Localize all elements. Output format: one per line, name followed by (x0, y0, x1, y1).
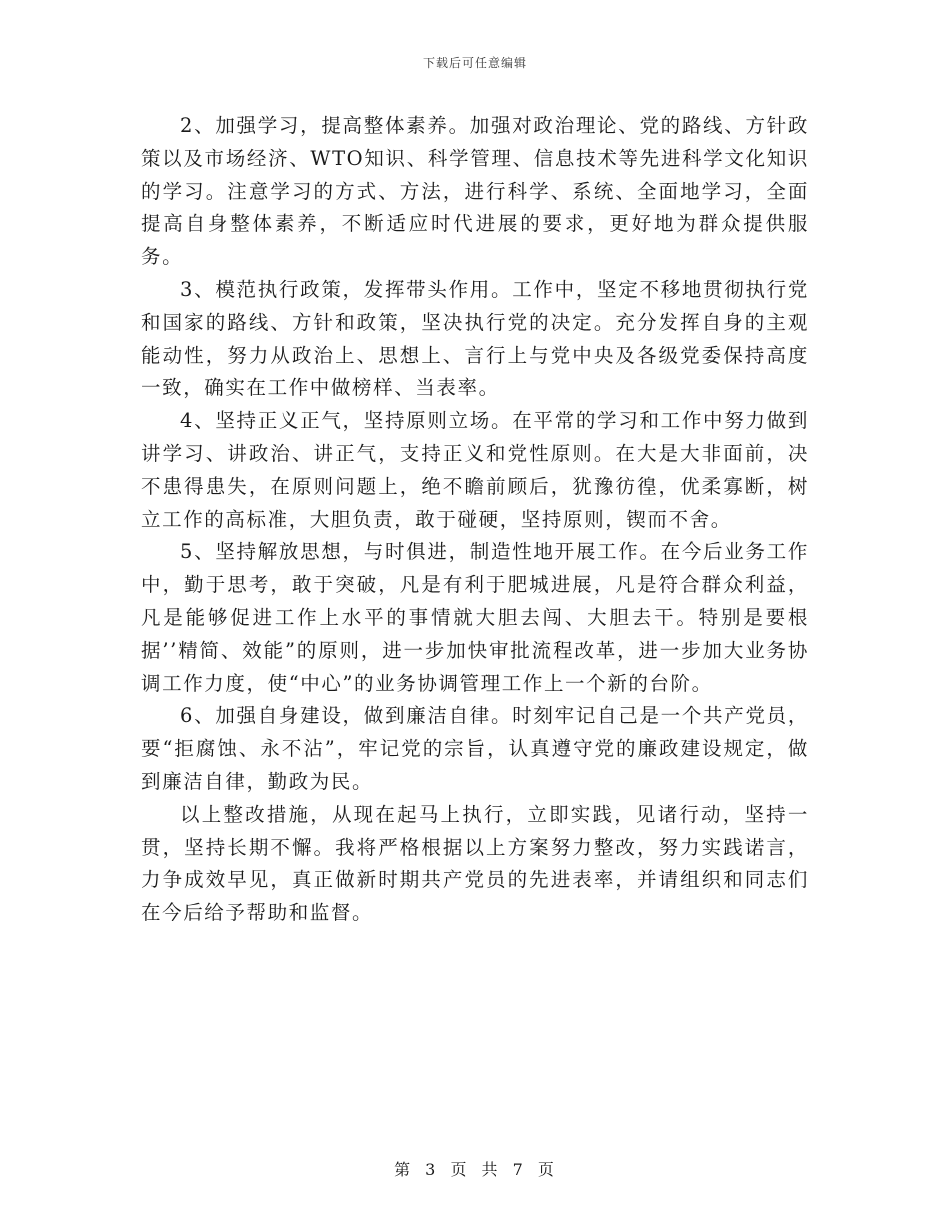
paragraph-conclusion: 以上整改措施，从现在起马上执行，立即实践，见诸行动，坚持一贯，坚持长期不懈。我将严格根据以上方案努力整改，努力实践诺言，力争成效早见，真正做新时期共产党员的先进表率，并请组织和同志们在今后给予帮助和监督。 (141, 802, 809, 925)
header-note: 下载后可任意编辑 (422, 56, 527, 70)
paragraph-item-4: 4、坚持正义正气，坚持原则立场。在平常的学习和工作中努力做到讲学习、讲政治、讲正气，支持正义和党性原则。在大是大非面前，决不患得患失，在原则问题上，绝不瞻前顾后，犹豫彷徨，优柔寡断，树立工作的高标准，大胆负责，敢于碰硬，坚持原则，锲而不舍。 (141, 409, 809, 531)
page-number: 第 3 页 共 7 页 (394, 1160, 556, 1179)
paragraph-item-3: 3、模范执行政策，发挥带头作用。工作中，坚定不移地贯彻执行党和国家的路线、方针和政策，坚决执行党的决定。充分发挥自身的主观能动性，努力从政治上、思想上、言行上与党中央及各级党委保持高度一致，确实在工作中做榜样、当表率。 (141, 277, 809, 400)
paragraph-item-5: 5、坚持解放思想，与时俱进，制造性地开展工作。在今后业务工作中，勤于思考，敢于突破，凡是有利于肥城进展，凡是符合群众利益，凡是能够促进工作上水平的事情就大胆去闯、大胆去干。特别是要根据’’精简、效能”的原则，进一步加快审批流程改革，进一步加大业务协调工作力度，使“中心”的业务协调管理工作上一个新的台阶。 (141, 540, 809, 695)
paragraph-item-6: 6、加强自身建设，做到廉洁自律。时刻牢记自己是一个共产党员，要“拒腐蚀、永不沾”，牢记党的宗旨，认真遵守党的廉政建设规定，做到廉洁自律，勤政为民。 (141, 704, 809, 793)
paragraph-item-2: 2、加强学习，提高整体素养。加强对政治理论、党的路线、方针政策以及市场经济、WTO知识、科学管理、信息技术等先进科学文化知识的学习。注意学习的方式、方法，进行科学、系统、全面地学习，全面提高自身整体素养，不断适应时代进展的要求，更好地为群众提供服务。 (141, 114, 809, 269)
document-body (141, 110, 809, 930)
